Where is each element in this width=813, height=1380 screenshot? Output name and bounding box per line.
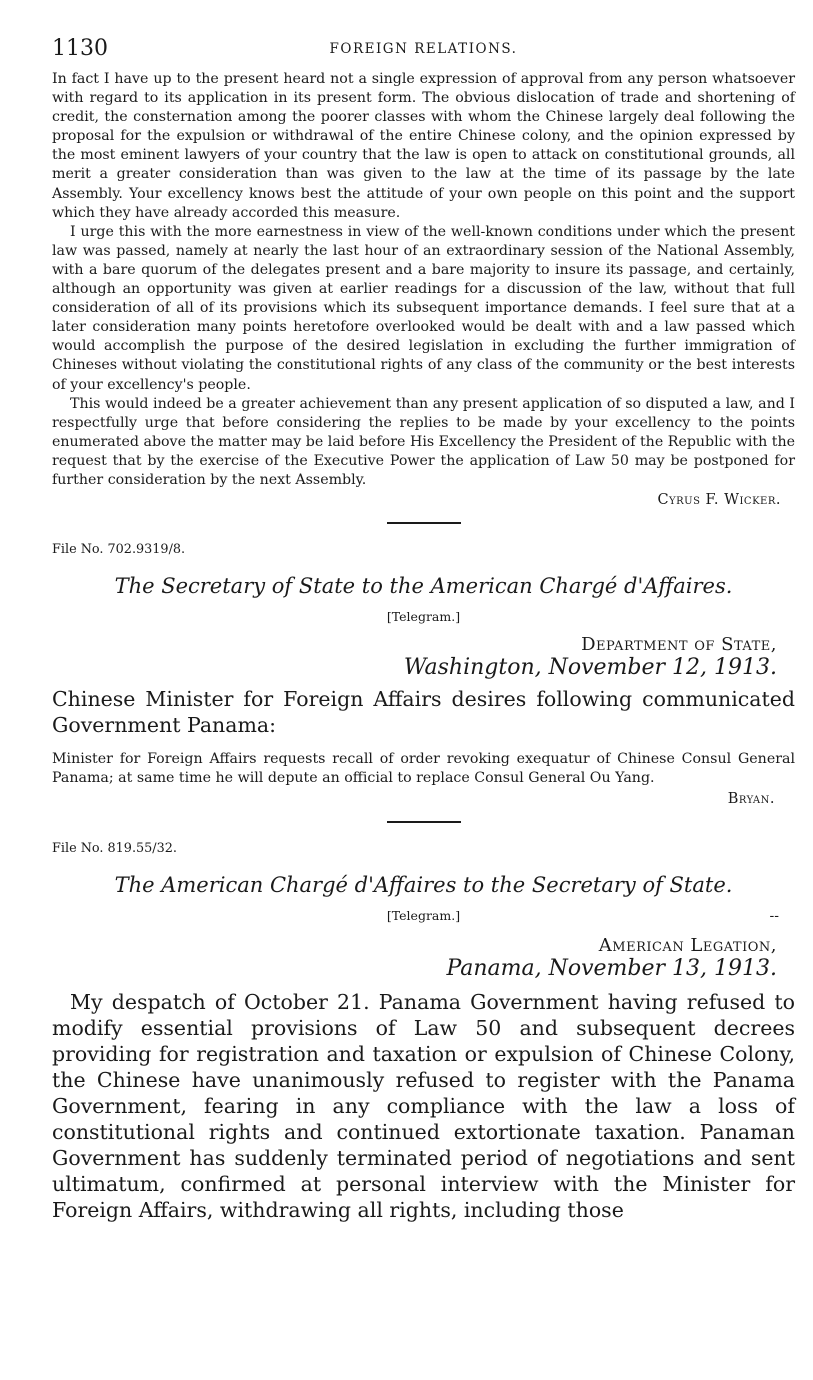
page-number: 1130 — [52, 36, 108, 61]
telegram-body: My despatch of October 21. Panama Government having refused to modify essential provisions of Law 50 and subsequent decrees providing for registration and taxation or expulsion of Chinese Colony, the Chinese have unanimously refused to register with the Panama Government, fearing in any compliance with the law a loss of constitutional rights and continued extortionate taxation. Panaman Government has suddenly terminated period of negotiations and sent ultimatum, confirmed at personal interview with the Minister for Foreign Affairs, withdrawing all rights, including those — [52, 990, 795, 1223]
wicker-paragraph-3: This would indeed be a greater achievement than any present application of so disputed a law, and I respectfully urge that before considering the replies to be made by your excellency to the points enumerated above the matter may be laid before His Excellency the President of the Republic with the request that by the exercise of the Executive Power the application of Law 50 may be postponed for further consideration by the next Assembly. — [52, 395, 795, 488]
wicker-paragraph-2: I urge this with the more earnestness in view of the well-known conditions under which the present law was passed, namely at nearly the last hour of an extraordinary session of the National Assembly, with a bare quorum of the delegates present and a bare majority to insure its passage, and certainly, although an opportunity was given at earlier readings for a discussion of the law, without that full consideration of all of its provisions which its subsequent importance demands. I feel sure that at a later consideration many points heretofore overlooked would be dealt with and a law passed which would accomplish the purpose of the desired legislation in excluding the further immigration of Chineses without violating the constitutional rights of any class of the community or the best interests of your excellency's people. — [52, 223, 795, 393]
sender-department: Department of State, — [581, 634, 777, 656]
place-date: Washington, November 12, 1913. — [403, 655, 777, 681]
dateline — [52, 634, 795, 680]
running-title: FOREIGN RELATIONS. — [329, 41, 518, 57]
section-divider — [387, 821, 461, 823]
bryan-signature: Bryan. — [727, 791, 775, 808]
telegram-label-row — [52, 908, 795, 923]
dateline — [52, 935, 795, 981]
telegram-label: [Telegram.] — [386, 908, 461, 924]
telegram-label: [Telegram.] — [386, 609, 461, 625]
document-heading: The American Chargé d'Affaires to the Secretary of State. — [114, 873, 733, 898]
telegram-quote: Minister for Foreign Affairs requests recall of order revoking exequatur of Chinese Consul General Panama; at same time he will depute an official to replace Consul General Ou Yang. — [52, 751, 795, 787]
file-number: File No. 702.9319/8. — [52, 542, 186, 558]
wicker-paragraph-1: In fact I have up to the present heard not a single expression of approval from any person whatsoever with regard to its application in its present form. The obvious dislocation of trade and shortening of credit, the consternation among the poorer classes with whom the Chinese largely deal following the proposal for the expulsion or withdrawal of the entire Chinese colony, and the opinion expressed by the most eminent lawyers of your country that the law is open to attack on constitutional grounds, all merit a greater consideration than was given to the law at the time of its passage by the late Assembly. Your excellency knows best the attitude of your own people on this point and the support which they have already accorded this measure. — [52, 71, 795, 221]
file-number: File No. 819.55/32. — [52, 841, 177, 857]
running-header — [52, 36, 795, 70]
margin-mark: -- — [769, 908, 779, 925]
wicker-signature: Cyrus F. Wicker. — [657, 492, 781, 509]
sender-legation: American Legation, — [598, 935, 777, 957]
document-heading: The Secretary of State to the American Chargé d'Affaires. — [114, 574, 733, 599]
place-date: Panama, November 13, 1913. — [446, 956, 777, 982]
section-divider — [387, 522, 461, 524]
telegram-body: Chinese Minister for Foreign Affairs desires following communicated Government Panama: — [52, 687, 795, 738]
